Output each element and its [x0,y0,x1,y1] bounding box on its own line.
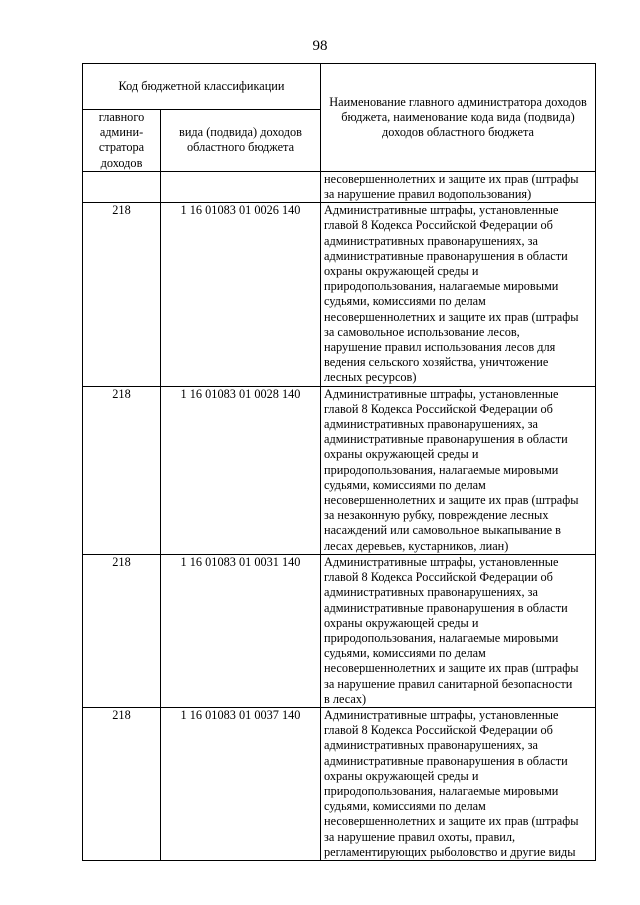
description-line: несовершеннолетних и защите их прав (штрафы [324,814,579,829]
description-line: Административные штрафы, установленные [324,203,559,218]
header-budget-classification-code: Код бюджетной классификации [83,64,321,110]
description-line: судьями, комиссиями по делам [324,799,486,814]
description-line: за самовольное использование лесов, [324,324,520,339]
description-line: ведения сельского хозяйства, уничтожение [324,355,549,370]
table-body [83,171,596,860]
admin-code-cell: 218 [83,203,161,386]
description-line: природопользования, налагаемые мировыми [324,279,559,294]
description-line: за нарушение правил охоты, правил, [324,829,516,844]
description-line: охраны окружающей среды и [324,615,479,630]
description-line: Административные штрафы, установленные [324,707,559,722]
description-line: за незаконную рубку, повреждение лесных [324,508,549,523]
description-line: административные правонарушения в области [324,432,568,447]
description-line: главой 8 Кодекса Российской Федерации об [324,218,553,233]
description-line: лесных ресурсов) [324,370,417,385]
page-number: 98 [312,38,328,54]
description-line: природопользования, налагаемые мировыми [324,783,559,798]
description-line: административные правонарушения в области [324,753,568,768]
description-line: главой 8 Кодекса Российской Федерации об [324,401,553,416]
description-line: лесах деревьев, кустарников, лиан) [324,538,509,553]
description-line: Административные штрафы, установленные [324,386,559,401]
description-line: природопользования, налагаемые мировыми [324,462,559,477]
description-line: за нарушение правил санитарной безопасности [324,676,573,691]
budget-classification-table [82,63,596,861]
header-admin-line: стратора [98,140,145,155]
description-line: административные правонарушения в области [324,600,568,615]
description-line: главой 8 Кодекса Российской Федерации об [324,723,553,738]
admin-code-cell: 218 [83,554,161,707]
description-line: несовершеннолетних и защите их прав (штрафы [324,309,579,324]
description-line: административных правонарушениях, за [324,233,538,248]
description-line: нарушение правил использования лесов для [324,340,556,355]
income-code-cell: 1 16 01083 01 0031 140 [161,554,321,707]
description-cell [321,171,596,202]
header-main-administrator [83,110,161,172]
description-line: главой 8 Кодекса Российской Федерации об [324,570,553,585]
description-cell [321,386,596,554]
admin-code-cell [83,171,161,202]
description-cell [321,203,596,386]
table-row [83,203,596,386]
income-code-cell: 1 16 01083 01 0028 140 [161,386,321,554]
description-line: несовершеннолетних и защите их прав (штрафы [324,171,579,186]
description-line: административные правонарушения в области [324,248,568,263]
description-line: судьями, комиссиями по делам [324,477,486,492]
description-line: насаждений или самовольное выкапывание в [324,523,561,538]
table-row [83,707,596,860]
description-line: регламентирующих рыболовство и другие виды [324,844,576,859]
header-administrator-name: Наименование главного администратора доходов бюджета, наименование кода вида (подвида) доходов областного бюджета [321,64,596,172]
description-line: несовершеннолетних и защите их прав (штрафы [324,493,579,508]
description-line: Административные штрафы, установленные [324,554,559,569]
description-line: охраны окружающей среды и [324,447,479,462]
income-code-cell [161,171,321,202]
description-line: административных правонарушениях, за [324,417,538,432]
description-line: несовершеннолетних и защите их прав (штрафы [324,661,579,676]
header-admin-line: главного [98,110,145,124]
description-line: административных правонарушениях, за [324,738,538,753]
table-row [83,554,596,707]
description-line: природопользования, налагаемые мировыми [324,630,559,645]
header-admin-line: доходов [100,155,143,170]
description-line: в лесах) [324,691,367,706]
description-line: судьями, комиссиями по делам [324,646,486,661]
income-code-cell: 1 16 01083 01 0026 140 [161,203,321,386]
header-income-type-code: вида (подвида) доходов областного бюджета [161,110,321,172]
table-row [83,171,596,202]
admin-code-cell: 218 [83,707,161,860]
description-line: за нарушение правил водопользования) [324,187,532,202]
description-line: административных правонарушениях, за [324,585,538,600]
description-line: охраны окружающей среды и [324,264,479,279]
description-line: судьями, комиссиями по делам [324,294,486,309]
table-row [83,386,596,554]
description-cell [321,707,596,860]
header-row-top [83,64,596,110]
income-code-cell: 1 16 01083 01 0037 140 [161,707,321,860]
header-admin-line: админи- [99,125,144,140]
admin-code-cell: 218 [83,386,161,554]
description-cell [321,554,596,707]
description-line: охраны окружающей среды и [324,768,479,783]
